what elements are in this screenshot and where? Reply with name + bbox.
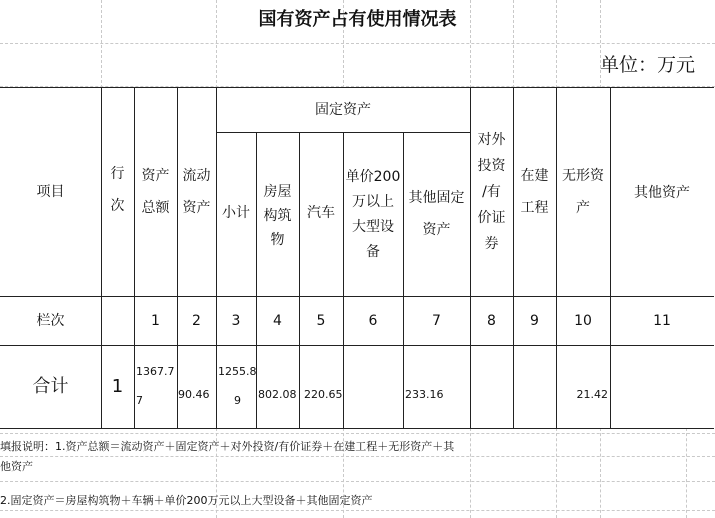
- column-number: 9: [530, 312, 539, 329]
- table-border: [0, 87, 714, 88]
- header-item: 项目: [36, 183, 65, 200]
- gridline: [0, 456, 715, 457]
- column-number: 10: [574, 312, 592, 329]
- other-fixed-value: 233.16: [405, 388, 444, 401]
- column-row-label: 栏次: [36, 312, 65, 329]
- header-row-number: 行 次: [110, 166, 125, 214]
- unit-label: 单位：万元: [600, 53, 696, 76]
- header-fixed-assets: 固定资产: [315, 102, 371, 118]
- header-construction: 在建 工程: [520, 168, 549, 216]
- current-assets-value: 90.46: [178, 388, 210, 401]
- table-border: [177, 87, 178, 428]
- buildings-value: 802.08: [258, 388, 297, 401]
- table-border: [134, 87, 135, 428]
- intangible-value: 21.42: [576, 388, 608, 401]
- header-large-equipment: 单价200 万以上 大型设 备: [345, 168, 401, 260]
- column-number: 5: [316, 312, 326, 329]
- column-number: 8: [487, 312, 496, 329]
- table-border: [299, 132, 300, 428]
- page-title: 国有资产占有使用情况表: [258, 9, 457, 30]
- table-border: [610, 87, 611, 428]
- header-total-assets: 资产 总额: [141, 168, 170, 216]
- gridline: [0, 510, 715, 511]
- column-number: 2: [192, 312, 201, 329]
- column-number: 11: [653, 312, 671, 329]
- total-assets-value: 1367.7 7: [136, 365, 175, 407]
- header-other-assets: 其他资产: [634, 185, 690, 201]
- header-other-fixed: 其他固定 资产: [408, 190, 465, 238]
- gridline: [0, 433, 715, 434]
- column-number: 1: [151, 312, 160, 329]
- column-number: 4: [273, 312, 282, 329]
- total-row-label: 合计: [32, 375, 69, 397]
- subtotal-value: 1255.8 9: [218, 365, 257, 407]
- vehicles-value: 220.65: [304, 388, 343, 401]
- table-border: [0, 428, 714, 429]
- column-number: 7: [432, 312, 441, 329]
- header-buildings: 房屋 构筑 物: [263, 184, 292, 248]
- header-vehicles: 汽车: [307, 205, 335, 221]
- gridline: [686, 428, 687, 518]
- header-current-assets: 流动 资产: [182, 168, 211, 216]
- note-line: 填报说明：1.资产总额＝流动资产＋固定资产＋对外投资/有价证券＋在建工程＋无形资产＋其: [0, 440, 455, 453]
- table-border: [403, 132, 404, 428]
- gridline: [0, 43, 715, 44]
- header-investment: 对外 投资 /有 价证 券: [477, 132, 506, 252]
- table-border: [216, 87, 217, 428]
- column-number: 6: [368, 312, 378, 329]
- column-number: 3: [231, 312, 241, 329]
- header-intangible: 无形资 产: [562, 168, 604, 216]
- table-border: [513, 87, 514, 428]
- header-subtotal: 小计: [222, 205, 250, 221]
- gridline: [600, 428, 601, 518]
- note-line: 2.固定资产＝房屋构筑物＋车辆＋单价200万元以上大型设备＋其他固定资产: [0, 494, 373, 507]
- gridline: [0, 481, 715, 482]
- table-border: [556, 87, 557, 428]
- note-line: 他资产: [0, 460, 33, 473]
- total-row-number: 1: [111, 375, 124, 397]
